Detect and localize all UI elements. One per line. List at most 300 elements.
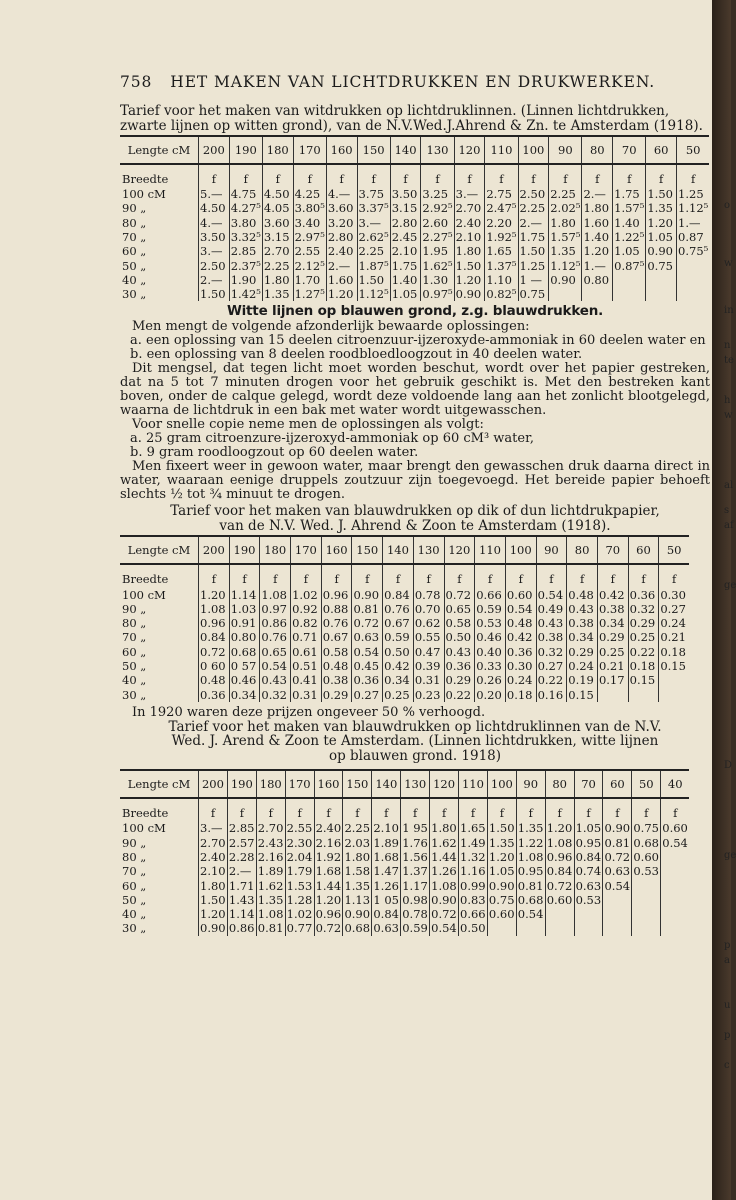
breedte-label: Breedte xyxy=(122,572,169,587)
table-cell: 0.38 xyxy=(597,602,628,616)
unit-cell: f xyxy=(574,798,603,821)
table-cell xyxy=(545,907,574,921)
edge-fragment: D xyxy=(724,760,733,771)
row-label: 40 „ xyxy=(122,907,147,922)
table-cell: 2.04 xyxy=(286,849,313,864)
table-cell: 2.20 xyxy=(485,216,518,230)
table-cell xyxy=(661,850,689,864)
table-cell: 0.76 xyxy=(321,616,352,630)
table-cell: 4.27⁵ xyxy=(230,201,261,216)
column-header-80: 80 xyxy=(545,770,574,798)
table-row xyxy=(120,864,689,878)
table-cell: 1.05 xyxy=(575,821,602,836)
table-cell: 1.08 xyxy=(517,849,544,864)
unit-cell: f xyxy=(430,798,459,821)
table-cell: 1.80 xyxy=(582,201,613,215)
table-cell: 0.18 xyxy=(628,659,659,673)
table-cell: 2.12⁵ xyxy=(294,258,325,273)
table-cell: 0.55 xyxy=(413,630,444,644)
table-cell: 2.50 xyxy=(518,187,549,201)
table-cell: 1.80 xyxy=(431,821,457,836)
table-cell: 0.36 xyxy=(352,673,383,687)
table-cell: 2.92⁵ xyxy=(422,201,453,216)
column-header-130: 130 xyxy=(421,136,454,164)
lengte-header: Lengte cM xyxy=(127,776,191,791)
table-cell: 0.25 xyxy=(597,645,628,659)
table-cell: 0.67 xyxy=(383,616,414,630)
table-cell: 0.76 xyxy=(260,630,291,644)
table-cell: 2.80 xyxy=(390,216,421,230)
paragraph: Voor snelle copie neme men de oplossingen als volgt: xyxy=(132,417,484,433)
unit-cell: f xyxy=(518,164,549,187)
table-cell: 1.22⁵ xyxy=(614,230,645,245)
table-cell: 2.— xyxy=(199,273,230,287)
table-cell: 0.50 xyxy=(444,630,475,644)
table-cell: 2.10 xyxy=(200,864,226,879)
table-row xyxy=(120,216,709,230)
table-row xyxy=(120,921,689,935)
table-cell: 0.75 xyxy=(518,287,549,301)
table-cell xyxy=(659,687,689,701)
table-cell xyxy=(632,893,661,907)
table-cell: 1.58 xyxy=(344,864,371,879)
column-header-110: 110 xyxy=(459,770,488,798)
caption-line: Tarief voor het maken van blauwdrukken op dik of dun lichtdrukpapier, xyxy=(170,503,660,520)
table-cell: 1.05 xyxy=(646,230,677,244)
table-cell: 0.54 xyxy=(352,645,383,659)
table-row xyxy=(120,821,689,835)
table-cell: 1.35 xyxy=(344,878,371,893)
table-cell: 1 95 xyxy=(402,821,428,836)
table-cell: 0.63 xyxy=(604,864,631,879)
table-cell: 0.63 xyxy=(352,630,383,644)
table-cell: 0.36 xyxy=(628,587,659,601)
table-row xyxy=(120,258,709,272)
table-cell: 0.81 xyxy=(604,835,631,850)
table-cell: 0.40 xyxy=(475,645,506,659)
table-cell: 0.90 xyxy=(200,921,226,936)
table-cell: 0.34 xyxy=(567,630,598,644)
table-cell: 1.50 xyxy=(199,287,230,301)
table-cell: 2.60 xyxy=(421,216,454,230)
table-cell: 3.80 xyxy=(229,216,262,230)
table-row xyxy=(120,187,709,201)
edge-fragment: a xyxy=(724,955,730,966)
table-cell xyxy=(646,287,677,301)
column-header-40: 40 xyxy=(661,770,689,798)
table-cell: 1.95 xyxy=(421,244,454,258)
table-cell: 0.22 xyxy=(536,673,567,687)
running-header xyxy=(120,70,710,94)
table-cell: 0.22 xyxy=(444,687,475,701)
table-cell: 1.25 xyxy=(518,258,549,272)
table-row xyxy=(120,659,689,673)
table-cell: 0.32 xyxy=(536,645,567,659)
tariff-table-witdrukken xyxy=(120,135,709,301)
table-cell: 0.63 xyxy=(575,878,602,893)
edge-fragment: te xyxy=(724,355,734,366)
table-cell: 0.42 xyxy=(505,630,536,644)
table-cell: 1.37⁵ xyxy=(486,258,517,273)
table-cell: 1.50 xyxy=(646,187,677,201)
table-cell: 1.05 xyxy=(613,244,646,258)
table-cell: 0.24 xyxy=(567,659,598,673)
table-cell: 0.95 xyxy=(517,864,544,879)
table-cell: 0.86 xyxy=(260,616,291,630)
unit-cell: f xyxy=(260,564,291,587)
table-cell: 1.12⁵ xyxy=(358,287,389,302)
table-cell: 0.66 xyxy=(460,907,486,922)
table-cell: 1.02 xyxy=(291,587,322,601)
table-cell: 1.65 xyxy=(485,244,518,258)
table-cell: 0.36 xyxy=(444,659,475,673)
table-cell: 4.— xyxy=(326,187,357,201)
table-cell: 0.21 xyxy=(597,659,628,673)
table-cell: 0.59 xyxy=(402,921,428,936)
unit-cell: f xyxy=(227,798,256,821)
table-row xyxy=(120,673,689,687)
unit-cell: f xyxy=(613,164,646,187)
table-cell: 1.16 xyxy=(460,864,486,879)
table-cell xyxy=(661,893,689,907)
table-cell: 0.29 xyxy=(567,645,598,659)
paragraph: Men mengt de volgende afzonderlijk bewaarde oplossingen: xyxy=(132,319,530,335)
table-cell: 0.96 xyxy=(546,849,573,864)
table-cell: 0.46 xyxy=(229,673,260,687)
unit-cell: f xyxy=(383,564,414,587)
column-header-80: 80 xyxy=(582,136,613,164)
edge-fragment: p xyxy=(724,1030,731,1041)
table-cell: 2.70 xyxy=(200,835,226,850)
unit-cell: f xyxy=(661,798,689,821)
table-cell: 0.82 xyxy=(291,616,322,630)
table-cell: 0.41 xyxy=(291,673,322,687)
table-cell: 4.— xyxy=(199,216,230,230)
table-row xyxy=(120,850,689,864)
caption-line: op blauwen grond. 1918) xyxy=(328,747,502,764)
table-cell: 3.25 xyxy=(421,187,454,201)
page-content xyxy=(120,70,710,936)
table-cell: 1.12⁵ xyxy=(550,258,581,273)
row-label: 70 „ xyxy=(122,864,147,879)
column-header-190: 190 xyxy=(229,136,262,164)
unit-cell: f xyxy=(646,164,677,187)
edge-fragment: c xyxy=(724,1060,730,1071)
table-cell: 1.44 xyxy=(315,878,342,893)
edge-fragment: u xyxy=(724,1000,731,1011)
table-cell: 0.60 xyxy=(488,907,515,922)
table-cell: 2.40 xyxy=(454,216,485,230)
table-cell: 0.18 xyxy=(659,645,689,659)
row-label: 80 „ xyxy=(122,849,147,864)
table-cell: 0.53 xyxy=(475,616,506,630)
table-cell: 1.20 xyxy=(488,849,515,864)
table-cell xyxy=(549,287,582,301)
table-cell: 0.80 xyxy=(582,273,613,287)
edge-fragment: w xyxy=(724,410,733,421)
table-cell: 0.90 xyxy=(344,907,371,922)
table-cell: 1.05 xyxy=(390,287,421,301)
list-item: a. een oplossing van 15 deelen citroenzuur-ijzeroxyde-ammoniak in 60 deelen water en xyxy=(130,333,706,349)
unit-cell: f xyxy=(229,164,262,187)
table-row xyxy=(120,645,689,659)
column-header-100: 100 xyxy=(487,770,516,798)
table-cell: 0.72 xyxy=(199,645,230,659)
row-label: 30 „ xyxy=(122,287,147,302)
unit-cell: f xyxy=(505,564,536,587)
unit-cell: f xyxy=(401,798,430,821)
column-header-80: 80 xyxy=(567,536,598,564)
table-cell: 1.49 xyxy=(460,835,486,850)
table-cell: 2.70 xyxy=(257,821,284,836)
table-cell: 0.90 xyxy=(646,244,677,258)
table-cell: 0.49 xyxy=(536,602,567,616)
table-cell: 1.62 xyxy=(431,835,457,850)
table-cell: 1.35 xyxy=(646,201,677,215)
column-header-100: 100 xyxy=(518,136,549,164)
table-cell: 0.38 xyxy=(567,616,598,630)
table-cell: 0.90 xyxy=(488,878,515,893)
table-cell: 0.72 xyxy=(604,849,631,864)
table-cell: 1.76 xyxy=(402,835,428,850)
table-cell: 0.72 xyxy=(444,587,475,601)
table-cell: 0.43 xyxy=(536,616,567,630)
table-cell: 1.92 xyxy=(315,849,342,864)
edge-fragment: ge xyxy=(724,850,736,861)
table-cell: 1.75 xyxy=(518,230,549,244)
table-cell: 0.53 xyxy=(575,892,602,907)
table-cell: 1.02 xyxy=(286,907,313,922)
table-cell: 3.— xyxy=(199,244,230,258)
column-header-50: 50 xyxy=(659,536,689,564)
table-cell: 1.60 xyxy=(582,216,613,230)
edge-fragment: ge xyxy=(724,580,736,591)
table-cell: 1 05 xyxy=(373,892,399,907)
table-cell: 0.31 xyxy=(413,673,444,687)
table-cell: 0.25 xyxy=(383,687,414,701)
table-cell: 2.45 xyxy=(390,230,421,244)
table-cell: 0.90 xyxy=(454,287,485,301)
table-cell: 0.42 xyxy=(597,587,628,601)
table-cell: 2.25 xyxy=(262,258,293,272)
unit-cell: f xyxy=(291,564,322,587)
table-cell: 0.97⁵ xyxy=(422,287,453,302)
table-cell: 0.59 xyxy=(383,630,414,644)
unit-cell: f xyxy=(487,798,516,821)
table-cell: 0.82⁵ xyxy=(486,287,517,302)
table2-caption xyxy=(120,504,710,533)
table-cell: 2.62⁵ xyxy=(358,230,389,245)
table-cell: 0.72 xyxy=(352,616,383,630)
unit-cell: f xyxy=(314,798,343,821)
column-header-200: 200 xyxy=(199,536,230,564)
table-cell: 1.43 xyxy=(228,892,255,907)
table-cell: 1.10 xyxy=(485,273,518,287)
table-cell: 3.15 xyxy=(390,201,421,215)
table-cell: 2.85 xyxy=(229,244,262,258)
list-item: b. een oplossing van 8 deelen roodbloedloogzout in 40 deelen water. xyxy=(130,347,583,363)
table-cell: 1.35 xyxy=(549,244,582,258)
table-cell: 1.13 xyxy=(344,892,371,907)
table-cell: 0.48 xyxy=(567,587,598,601)
unit-cell: f xyxy=(390,164,421,187)
table-cell: 0.65 xyxy=(444,602,475,616)
table-cell xyxy=(628,687,659,701)
lengte-header: Lengte cM xyxy=(127,542,191,557)
table-cell: 1.35 xyxy=(262,287,293,301)
unit-cell: f xyxy=(293,164,326,187)
column-header-140: 140 xyxy=(390,136,421,164)
table-cell: 1.65 xyxy=(460,821,486,836)
table-cell: 1.75 xyxy=(390,258,421,272)
table-cell: 0.17 xyxy=(597,673,628,687)
table-cell: 5.— xyxy=(199,187,230,201)
table-cell: 2.16 xyxy=(315,835,342,850)
unit-cell: f xyxy=(545,798,574,821)
row-label: 30 „ xyxy=(122,921,147,936)
table-cell: 0.19 xyxy=(567,673,598,687)
table-cell xyxy=(632,878,661,892)
unit-cell: f xyxy=(262,164,293,187)
running-head-title: HET MAKEN VAN LICHTDRUKKEN EN DRUKWERKEN. xyxy=(170,73,656,91)
table-cell: 1.40 xyxy=(613,216,646,230)
table-cell: 3.— xyxy=(357,216,390,230)
table-cell: 0.84 xyxy=(383,587,414,601)
table-cell: 0.46 xyxy=(475,630,506,644)
table-cell: 1.22 xyxy=(517,835,544,850)
table-cell: 0.30 xyxy=(659,587,689,601)
column-header-90: 90 xyxy=(549,136,582,164)
table3-caption xyxy=(120,720,710,764)
table-cell: 0.26 xyxy=(475,673,506,687)
table-cell: 2.10 xyxy=(454,230,485,244)
table-cell: 0.34 xyxy=(597,616,628,630)
column-header-70: 70 xyxy=(613,136,646,164)
table-cell: 3.50 xyxy=(199,230,230,244)
unit-cell: f xyxy=(567,564,598,587)
table-cell xyxy=(661,921,689,935)
table-cell: 0.21 xyxy=(659,630,689,644)
table-cell xyxy=(613,287,646,301)
table-cell: 0.60 xyxy=(662,821,688,836)
unit-cell: f xyxy=(285,798,314,821)
table-cell: 1.90 xyxy=(229,273,262,287)
edge-fragment: in xyxy=(724,305,734,316)
table-cell: 2.97⁵ xyxy=(294,230,325,245)
table-cell: 2.25 xyxy=(549,187,582,201)
caption-line: van de N.V. Wed. J. Ahrend & Zoon te Amsterdam (1918). xyxy=(219,517,611,534)
table-cell: 3.50 xyxy=(390,187,421,201)
column-header-160: 160 xyxy=(326,136,357,164)
table-cell: 0.76 xyxy=(383,602,414,616)
table-cell: 1.75 xyxy=(613,187,646,201)
table-cell: 0.54 xyxy=(517,907,544,922)
column-header-150: 150 xyxy=(352,536,383,564)
table-cell: 0.36 xyxy=(505,645,536,659)
table-cell: 0.34 xyxy=(229,687,260,701)
table-cell: 0.25 xyxy=(628,630,659,644)
unit-cell: f xyxy=(659,564,689,587)
table-cell: 0.18 xyxy=(505,687,536,701)
row-label: 50 „ xyxy=(122,659,147,673)
column-header-60: 60 xyxy=(646,136,677,164)
table-cell: 0.32 xyxy=(628,602,659,616)
table-cell: 0.90 xyxy=(431,892,457,907)
unit-cell: f xyxy=(516,798,545,821)
caption-line: Tarief voor het maken van witdrukken op lichtdruklinnen. (Linnen lichtdrukken, xyxy=(120,103,670,119)
table-cell: 2.28 xyxy=(228,849,255,864)
table-cell: 0.47 xyxy=(413,645,444,659)
table-cell: 0.38 xyxy=(321,673,352,687)
table-cell: 3.60 xyxy=(326,201,357,215)
table-cell: 1.62⁵ xyxy=(422,258,453,273)
unit-cell: f xyxy=(352,564,383,587)
column-header-120: 120 xyxy=(454,136,485,164)
paragraph: Men fixeert weer in gewoon water, maar brengt den gewasschen druk daarna direct in water, waaraan eenige druppels zoutzuur zijn toegevoegd. Het bereide papier behoeft slechts ½ tot ¾ minuut te drogen. xyxy=(120,459,710,503)
table-cell: 0.43 xyxy=(260,673,291,687)
table-cell: 2.40 xyxy=(326,244,357,258)
list-item: b. 9 gram roodloogzout op 60 deelen water. xyxy=(130,445,419,461)
unit-cell: f xyxy=(372,798,401,821)
table-cell: 1.42⁵ xyxy=(230,287,261,302)
table-cell: 3.40 xyxy=(293,216,326,230)
table-cell xyxy=(597,687,628,701)
column-header-120: 120 xyxy=(430,770,459,798)
table-cell xyxy=(613,273,646,287)
table-cell: 0.86 xyxy=(228,921,255,936)
table-cell: 1.89 xyxy=(373,835,399,850)
table-cell: 0.29 xyxy=(597,630,628,644)
table-cell: 1.50 xyxy=(488,821,515,836)
table-cell xyxy=(603,893,632,907)
table-cell: 1.80 xyxy=(454,244,485,258)
table-cell: 1.25 xyxy=(677,187,710,201)
table-cell: 1.20 xyxy=(199,587,230,601)
table-cell: 0.84 xyxy=(546,864,573,879)
table-cell: 2.25 xyxy=(344,821,371,836)
table-cell: 0.96 xyxy=(321,587,352,601)
table-cell: 1.60 xyxy=(326,273,357,287)
table-cell: 0.96 xyxy=(315,907,342,922)
table-row xyxy=(120,602,689,616)
table1-caption xyxy=(120,104,710,133)
table-cell: 0.54 xyxy=(662,835,688,850)
row-label: 80 „ xyxy=(122,215,147,230)
table-cell: 0.50 xyxy=(460,921,486,936)
table-cell: 0.72 xyxy=(546,878,573,893)
table-cell: 0.62 xyxy=(413,616,444,630)
edge-fragment: af xyxy=(724,520,734,531)
table-cell: 0.29 xyxy=(321,687,352,701)
column-header-110: 110 xyxy=(485,136,518,164)
table-cell: 0.72 xyxy=(315,921,342,936)
table-cell: 0 60 xyxy=(199,659,230,673)
table-cell: 0.63 xyxy=(373,921,399,936)
table-cell: 0.27 xyxy=(352,687,383,701)
table-cell: 0.74 xyxy=(575,864,602,879)
table-cell: 4.25 xyxy=(293,187,326,201)
unit-cell: f xyxy=(413,564,444,587)
table-cell: 0.95 xyxy=(575,835,602,850)
table-cell: 0.84 xyxy=(575,849,602,864)
table-cell: 0.81 xyxy=(517,878,544,893)
book-gutter xyxy=(712,0,734,1200)
table-cell: 0.78 xyxy=(413,587,444,601)
table-cell: 1.37 xyxy=(402,864,428,879)
table-cell: 2.70 xyxy=(262,244,293,258)
table-cell: 0.90 xyxy=(549,273,582,287)
table-cell: 0.27 xyxy=(536,659,567,673)
